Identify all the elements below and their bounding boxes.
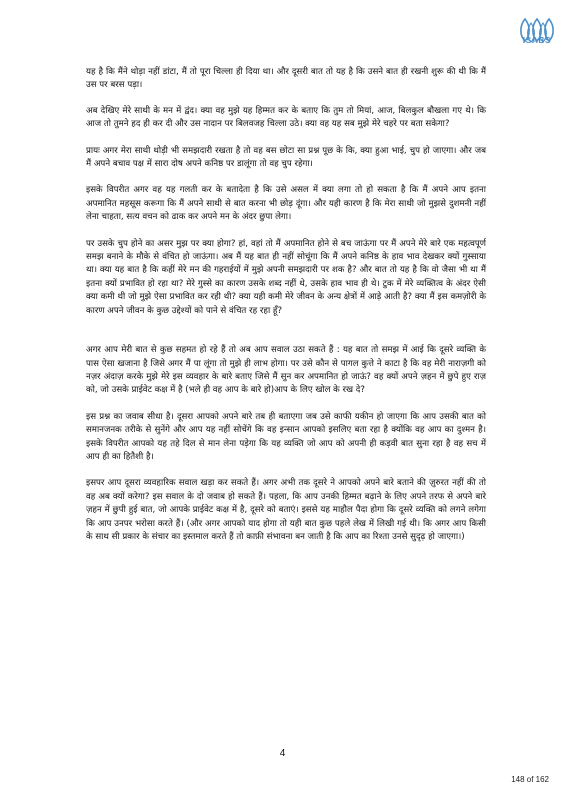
page-count: 148 of 162 — [511, 775, 549, 784]
isabs-logo-icon — [516, 8, 558, 52]
paragraph-5: पर उसके चुप होने का असर मुझ पर क्या होगा? हां, वहां तो मैं अपमानित होने से बच जाऊंगा पर मैं अपने मेरे बारे एक महत्वपूर्ण समझ बनाने के मौके से वंचित हो जाऊंगा। अब मैं यह बात ही नहीं सोचूंगा कि मैं अपने कनिष्ठ के हाव भाव देखकर क्यों गुस्साया था। क्या यह बात है कि कहीं मेरे मन की गहराईयों में मुझे अपनी समझदारी पर शक है? और बात तो यह है कि वो जैसा भी था मैं इतना क्यों प्रभावित हो रहा था? मेरे गुस्से का कारण उसके शब्द नहीं थे, उसके हाव भाव ही थे। टुक में मेरे व्यक्तित्व के अंदर ऐसी क्या कमी थी जो मुझे ऐसा प्रभावित कर रही थी? क्या यही कमी मेरे जीवन के अन्य क्षेत्रों में आड़े आती है? क्या मैं इस कमज़ोरी के कारण अपने जीवन के कुछ उद्देश्यों को पाने से वंचित रह रहा हूँ? — [86, 238, 486, 316]
document-body — [86, 66, 486, 544]
logo-text: ISABS — [522, 35, 552, 45]
paragraph-3: प्रायः अगर मेरा साथी थोड़ी भी समझदारी रखता है तो वह बस छोटा सा प्रश्न पूछ के कि, क्या हुआ भाई, चुप हो जाएगा। और जब मैं अपने बचाव पक्ष में सारा दोष अपने कनिष्ठ पर डालूंगा तो वह चुप रहेगा। — [86, 145, 486, 170]
page-number: 4 — [279, 748, 286, 759]
paragraph-2: अब देखिए मेरे साथी के मन में द्वंद। क्या वह मुझे यह हिम्मत कर के बताए कि तुम तो मियां, आज, बिलकुल बौखला गए थे। कि आज तो तुमने हद ही कर दी और उस नादान पर बिलवजह चिल्ला उठे। क्या वह यह सब मुझे मेरे चहरे पर बता सकेगा? — [86, 105, 486, 130]
paragraph-8: इसपर आप दूसरा व्यवहारिक सवाल खड़ा कर सकते हैं। अगर अभी तक दूसरे ने आपको अपने बारे बताने की ज़ुरुरत नहीं की तो वह अब क्यों करेगा? इस सवाल के दो जवाब हो सकते हैं। पहला, कि आप उनकी हिम्मत बढ़ाने के लिए अपने तरफ से अपने बारे ज़हन में छुपी हुई बात, जो आपके प्राईवेट कक्ष में है, दूसरे को बताएं। इससे यह माहौल पैदा होगा कि दूसरे व्यक्ति को लगने लगेगा कि आप उनपर भरोसा करते हैं। (और अगर आपको याद होगा तो यही बात कुछ पहले लेख में लिखी गई थी। कि अगर आप किसी के साथ सी प्रकार के संचार का इस्तमाल करते हैं तो काफ़ी संभावना बन जाती है कि आप का रिश्ता उनसे सुदृढ़ हो जाएगा।) — [86, 478, 486, 542]
paragraph-7: इस प्रश्न का जवाब सीधा है। दूसरा आपको अपने बारे तब ही बताएगा जब उसे काफी यकीन हो जाएगा कि आप उसकी बात को समानजनक तरीके से सुनेंगे और आप यह नहीं सोचेंगे कि वह इन्सान आपको इसलिए बता रहा है क्योंकि वह आप का दुश्मन है। इसके विपरीत आपको यह तहे दिल से मान लेना पड़ेगा कि यह व्यक्ति जो आप को अपनी ही कड़वी बात सुना रहा है वह सच में आप ही का हितैशी है। — [86, 411, 486, 462]
paragraph-1: यह है कि मैंने थोड़ा नहीं डांटा, मैं तो पूरा चिल्ला ही दिया था। और दूसरी बात तो यह है कि उसने बात ही रखनी शुरू की थी कि मैं उस पर बरस पड़ा। — [86, 67, 486, 91]
paragraph-4: इसके विपरीत अगर वह यह गलती कर के बतादेता है कि उसे असल में क्या लगा तो हो सकता है कि मैं अपने आप इतना अपमानित महसूस करूगा कि मैं अपने साथी से बात करना भी छोड़ दूंगा। और यही कारण है कि मेरा साथी जो मुझसे दुशमनी नहीं लेना चाहता, सत्य वचन को ढाक कर अपने मन के अंदर छुपा लेगा। — [86, 185, 486, 223]
paragraph-6: अगर आप मेरी बात से कुछ सहमत हो रहे हैं तो अब आप सवाल उठा सकते हैं : यह बात तो समझ में आई कि दूसरे व्यक्ति के पास ऐसा खजाना है जिसे अगर मैं पा लूंगा तो मुझे ही लाभ होगा। पर उसे कौन से पागल कुत्ते ने काटा है कि वह मेरी नाराज़गी को नज़र अंदाज़ करके मुझे मेरे इस व्यवहार के बारे बताए जिसे मैं सुन कर अपमानित हो जाऊं? वह क्यों अपने ज़हन में छुपे हुए राज़ को, जो उसके प्राईवेट कक्ष में है (भले ही वह आप के बारे हो)आप के लिए खोल के रख दे? — [86, 345, 486, 396]
